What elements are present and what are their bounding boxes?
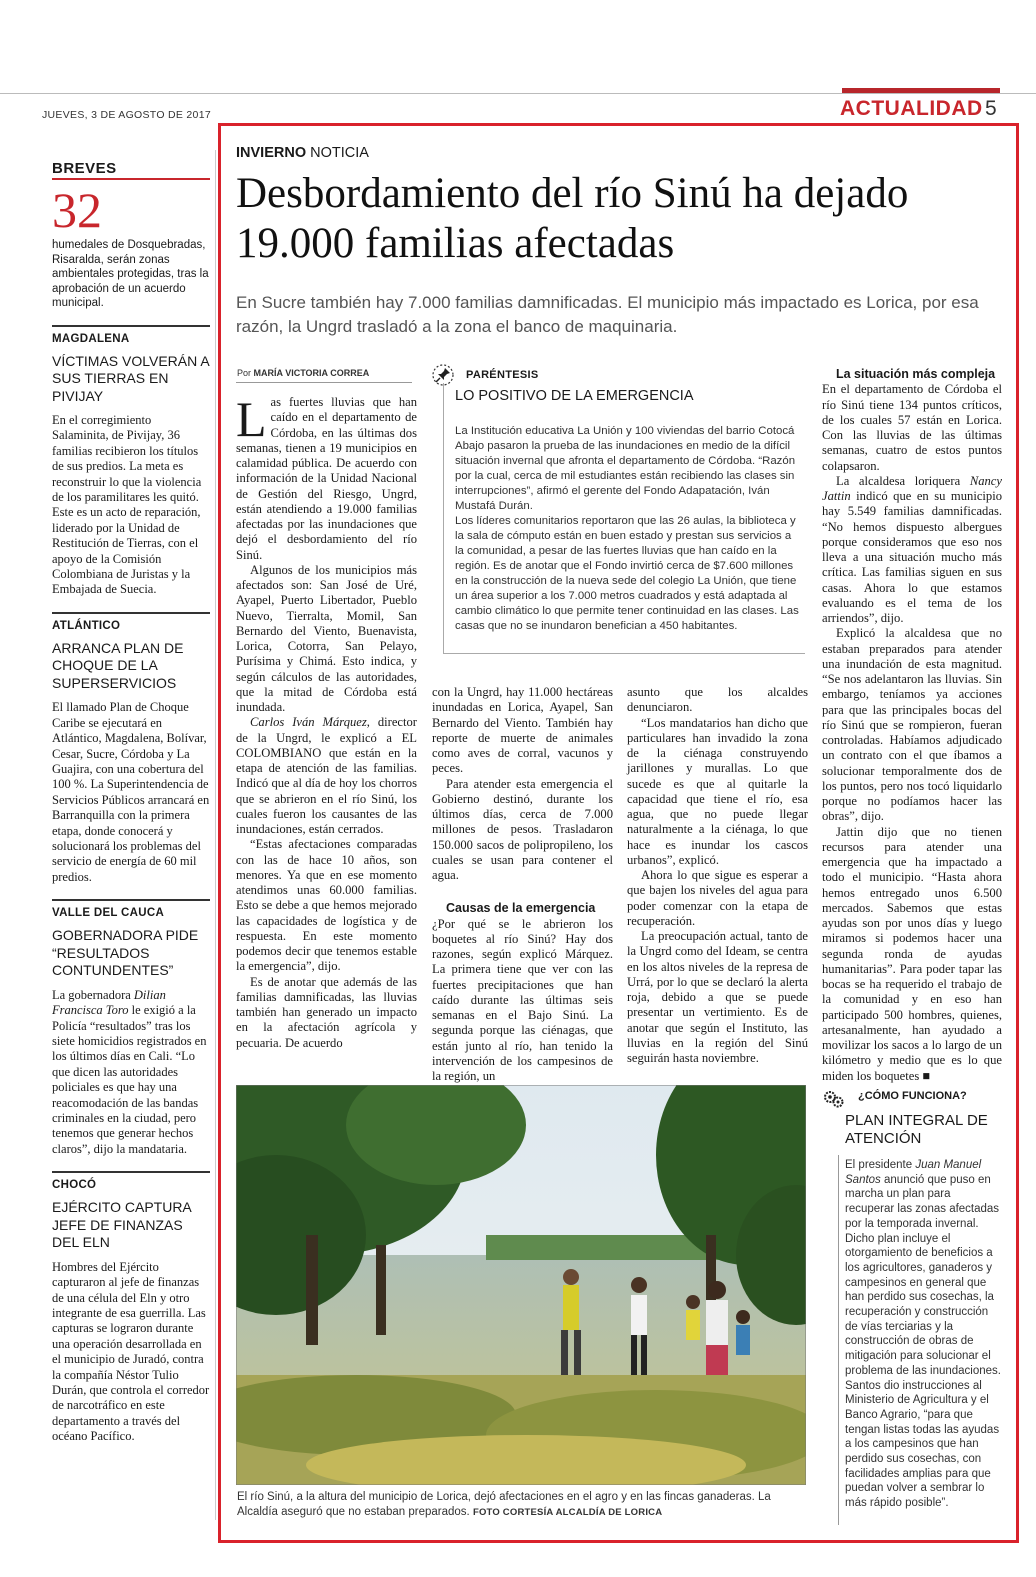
brief-text-part: le exigió a la Policía “resultados” tras los siete homicidios registrados en los últimos días en Cali. “Lo que dicen las autoridades policiales es que hay una reacomodación de las bandas criminales en la ciudad, pero tenemos que generar hechos claros”, dijo la mandataria.	[52, 1003, 207, 1156]
flood-photo	[236, 1085, 806, 1485]
paragraph: Ahora lo que sigue es esperar a que bajen los niveles del agua para poder comenzar con la etapa de recuperación.	[627, 868, 808, 928]
paragraph: La preocupación actual, tanto de la Ungrd como del Ideam, se centra en los altos niveles de la represa de Urrá, por lo que se declaró la alerta roja, debido a que se puede presentar un vertimiento. Es de anotar que según el Instituto, las lluvias en la región del Sinú seguirán hasta noviembre.	[627, 929, 808, 1065]
how-title: PLAN INTEGRAL DE ATENCIÓN	[845, 1112, 988, 1147]
paragraph: “Los mandatarios han dicho que particulares han invadido la zona de la ciénaga construyendo jarillones y murallas. Lo que sucede es que al quitarle la capacidad que tiene el río, esa agua, que no puede llegar naturalmente a la ciénaga, lo que hace es inundar los cascos urbanos”, explicó.	[627, 715, 808, 867]
article-column-4	[822, 367, 1002, 1084]
byline-rule	[236, 382, 412, 383]
briefs-column	[52, 160, 210, 1445]
page-number: 5	[985, 97, 997, 120]
subheading: Causas de la emergencia	[446, 901, 596, 916]
box-kicker: PARÉNTESIS	[466, 369, 539, 381]
briefs-label: BREVES	[52, 160, 210, 180]
box-paragraph: La Institución educativa La Unión y 100 viviendas del barrio Cotocá Abajo pasaron la prueba de las inundaciones en medio de la difícil situación invernal que afronta el departamento de Córdoba. “Razón por la cual, cerca de mil estudiantes están recibiendo las clases sin interrupciones”, afirmó el gerente del Fondo Adapatación, Iván Mustafá Durán.	[455, 425, 796, 512]
brief-text-part: La gobernadora	[52, 987, 134, 1002]
box-title: LO POSITIVO DE LA EMERGENCIA	[455, 388, 694, 404]
brief-text: En el corregimiento Salaminita, de Pivijay, 36 familias recibieron los títulos de sus predios. La meta es reconstruir lo que la violencia de los paramilitares les quitó. Este es un acto de reparación, liderado por la Unidad de Restitución de Tierras, con el apoyo de la Comisión Colombiana de Juristas y la Embajada de Suecia.	[52, 413, 202, 597]
brief-item	[52, 1171, 210, 1444]
paragraph	[236, 715, 417, 837]
brief-item	[52, 899, 210, 1157]
box-paragraph: Los líderes comunitarios reportaron que las 26 aulas, la biblioteca y la sala de cómputo están en buen estado y prestan sus servicios a la comunidad, a pesar de las fuertes lluvias que han caído en la región. Es de anotar que el Fondo invirtió cerca de $7.600 millones en la construcción de la nueva sede del colegio La Unión, que tiene un área superior a los 7.000 metros cuadrados y está adaptada al cambio climático lo que permite tener continuidad en las clases. Las casas que no se inundaron benefician a 450 habitantes.	[455, 515, 799, 632]
brief-item	[52, 612, 210, 885]
paragraph	[236, 391, 417, 563]
brief-location: MAGDALENA	[52, 325, 210, 345]
byline	[237, 368, 369, 378]
kicker-type: NOTICIA	[310, 145, 369, 161]
article-column-3	[627, 685, 808, 1066]
paragraph-text: , director de la Ungrd, le explicó a EL COLOMBIANO que están en la etapa de atención de las familias. Indicó que al día de hoy los chorros que se abrieron en el río Sinú, los cuales fueron los causantes de las inundaciones, están cerrados.	[236, 715, 417, 836]
brief-headline: GOBERNADORA PIDE “RESULTADOS CONTUNDENTES”	[52, 927, 199, 979]
end-mark: ■	[922, 1068, 931, 1083]
person-name: Nancy Jattin	[822, 473, 1002, 503]
paragraph: Explicó la alcaldesa que no estaban preparados para atender una inundación de esta magnitud. “Se nos adelantaron las lluvias. Sin embargo, teníamos ya acciones para que las principales bocas del río Sinú que se rompieron, fueran controladas. Habíamos adjudicado un contrato con el que íbamos a solucionar temporalmente dos de los puntos, pero nos tocó liquidarlo porque no podíamos hacer las obras”, dijo.	[822, 626, 1002, 824]
paragraph-text: as fuertes lluvias que han caído en el departamento de Córdoba, en las últimas dos semanas, tienen a 19 municipios en calamidad pública. De acuerdo con información de la Unidad Nacional de Gestión del Riesgo, Ungrd, están atendiendo a 19.000 familias afectadas por las inundaciones que dejó el desbordamiento del río Sinú.	[236, 395, 417, 562]
brief-location: VALLE DEL CAUCA	[52, 899, 210, 919]
brief-text-person: Dilian Francisca Toro	[52, 987, 166, 1018]
column-divider	[215, 150, 216, 1520]
paragraph: asunto que los alcaldes denunciaron.	[627, 685, 808, 715]
paragraph-text: indicó que en su municipio hay 5.549 familias damnificadas. “No hemos dispuesto albergues porque consideramos que eso nos lleva a una situación mucho más crítica. Las familias siguen en sus casas. Ahora lo que estamos evaluando es el tema de los arriendos”, dijo.	[822, 489, 1002, 625]
brief-text	[52, 988, 210, 1157]
caption-text: El río Sinú, a la altura del municipio de Lorica, dejó afectaciones en el agro y en las fincas ganaderas. La Alcaldía aseguró que no estaban preparados.	[237, 1491, 771, 1518]
kicker-topic: INVIERNO	[236, 145, 307, 161]
how-kicker: ¿CÓMO FUNCIONA?	[858, 1090, 967, 1102]
paragraph	[822, 825, 1002, 1084]
brief-location: CHOCÓ	[52, 1171, 210, 1191]
photo-credit: FOTO CORTESÍA ALCALDÍA DE LORICA	[472, 1507, 663, 1518]
briefs-big-number: 32	[52, 182, 102, 238]
paragraph: ¿Por qué se le abrieron los boquetes al río Sinú? Hay dos razones, según explicó Márquez. La primera tiene que ver con las fuertes precipitaciones que han caído durante las últimas seis semanas en el Bajo Sinú. La segunda porque las ciénagas, que están junto al río, han tenido la intervención de los campesinos de la región, un	[432, 916, 613, 1083]
article-dek: En Sucre también hay 7.000 familias damnificadas. El municipio más impactado es Lorica, por esa razón, la Ungrd trasladó a la zona el banco de maquinaria.	[236, 293, 979, 336]
brief-text: El llamado Plan de Choque Caribe se ejecutará en Atlántico, Magdalena, Bolívar, Cesar, Sucre, Córdoba y La Guajira, con una cobertura del 100 %. La Superintendencia de Servicios Públicos arrancará en Barranquilla con la primera etapa, donde conocerá y solucionará los problemas del servicio de energía de 60 mil predios.	[52, 700, 210, 884]
briefs-big-text: humedales de Dosquebradas, Risaralda, serán zonas ambientales protegidas, tras la aprobación de un acuerdo municipal.	[52, 239, 209, 309]
paragraph: Para atender esta emergencia el Gobierno destinó, durante los últimos días, cerca de 7.000 millones de pesos. Trasladaron 150.000 sacos de polipropileno, los cuales se usan para contener el agua.	[432, 776, 613, 882]
article-column-2	[432, 685, 613, 1084]
how-rule	[838, 1155, 839, 1525]
paragraph	[822, 474, 1002, 627]
person-name: Juan Manuel Santos	[845, 1159, 982, 1186]
byline-prefix: Por	[237, 368, 252, 378]
paragraph: Es de anotar que además de las familias damnificadas, las lluvias también han generado un impacto en la afectación agrícola y pecuaria. De acuerdo	[236, 974, 417, 1050]
brief-item	[52, 325, 210, 598]
article-headline: Desbordamiento del río Sinú ha dejado 19.000 familias afectadas	[236, 170, 909, 267]
brief-headline: EJÉRCITO CAPTURA JEFE DE FINANZAS DEL ELN	[52, 1199, 191, 1251]
paragraph-text: Jattin dijo que no tienen recursos para atender una emergencia que ha impactado a todo el municipio. “Hasta ahora hemos entregado unos 6.500 mercados. Sabemos que estas ayudas son por unos días y luego miramos si podemos hacer una segunda ronda de ayudas humanitarias”. Para poder tapar las bocas se ha requerido el trabajo de la comunidad y en eso han participado 500 hombres, quienes, artesanalmente, han ayudado a movilizar los sacos a lo largo de un kilómetro y medio que es lo que miden los boquetes	[822, 824, 1002, 1083]
brief-text: Hombres del Ejército capturaron al jefe de finanzas de una célula del Eln y otro integrante de esa guerrilla. Las capturas se lograron durante una operación desarrollada en el municipio de Juradó, contra la compañía Néstor Tulio Durán, que controla el corredor de narcotráfico en este departamento a través del océano Pacífico.	[52, 1259, 210, 1444]
person-name: Carlos Iván Márquez	[250, 715, 367, 730]
box-rule-left	[443, 383, 444, 653]
drop-cap: L	[236, 391, 267, 447]
paragraph: En el departamento de Córdoba el río Sinú tiene 134 puntos críticos, de los cuales 57 están en Lorica. Con las lluvias de las últimas semanas, cuatro de estos puntos colapsaron.	[822, 382, 1002, 473]
photo-caption	[237, 1490, 802, 1520]
brief-location: ATLÁNTICO	[52, 612, 210, 632]
paragraph-text: La alcaldesa loriquera	[836, 473, 970, 488]
subheading: La situación más compleja	[836, 367, 996, 381]
header-rule	[0, 93, 1036, 94]
how-text: El presidente	[845, 1159, 916, 1171]
article-column-1	[236, 391, 417, 1051]
byline-author: MARÍA VICTORIA CORREA	[253, 368, 370, 378]
section-bar	[842, 88, 1000, 93]
box-body	[455, 424, 800, 634]
paragraph: con la Ungrd, hay 11.000 hectáreas inundadas en Lorica, Ayapel, San Bernardo del Viento. También hay reporte de muerte de animales como aves de corral, vacunos y peces.	[432, 685, 613, 776]
box-rule-bottom	[443, 653, 805, 654]
brief-headline: ARRANCA PLAN DE CHOQUE DE LA SUPERSERVICIOS	[52, 639, 184, 691]
section-name: ACTUALIDAD	[840, 97, 983, 120]
edition-date: JUEVES, 3 DE AGOSTO DE 2017	[42, 109, 211, 121]
article-kicker	[236, 145, 369, 161]
gears-icon	[823, 1089, 845, 1109]
brief-headline: VÍCTIMAS VOLVERÁN A SUS TIERRAS EN PIVIJAY	[52, 352, 209, 404]
paragraph: “Estas afectaciones comparadas con las de hace 10 años, son menores. Ya que en ese momento atendimos unas 60.000 familias. Esto se debe a que hemos mejorado las capacidades de logística y de respuesta. En este momento podemos decir que tenemos estable la emergencia”, dijo.	[236, 837, 417, 974]
paragraph: Algunos de los municipios más afectados son: San José de Uré, Ayapel, Puerto Libertador, Pueblo Nuevo, Tierralta, Momil, San Bernardo del Viento, Buenavista, Lorica, Cotorra, San Pelayo, Purísima y Chimá. Esto indica, y según cálculos de las autoridades, que la mitad de Córdoba está inundada.	[236, 562, 417, 714]
how-text: anunció que puso en marcha un plan para recuperar las zonas afectadas por la temporada invernal. Dicho plan incluye el otorgamiento de beneficios a los agricultores, ganaderos y campesinos en general que han perdido sus cosechas, la recuperación y construcción de vías terciarias y la construcción de obras de mitigación para solucionar el problema de las inundaciones. Santos dio instrucciones al Ministerio de Agricultura y el Banco Agrario, “para que tengan listas todas las ayudas a los campesinos que han perdido sus cosechas, con facilidades amplias para que puedan volver a sembrar lo más rápido posible”.	[845, 1173, 1001, 1510]
how-body	[845, 1158, 1001, 1511]
